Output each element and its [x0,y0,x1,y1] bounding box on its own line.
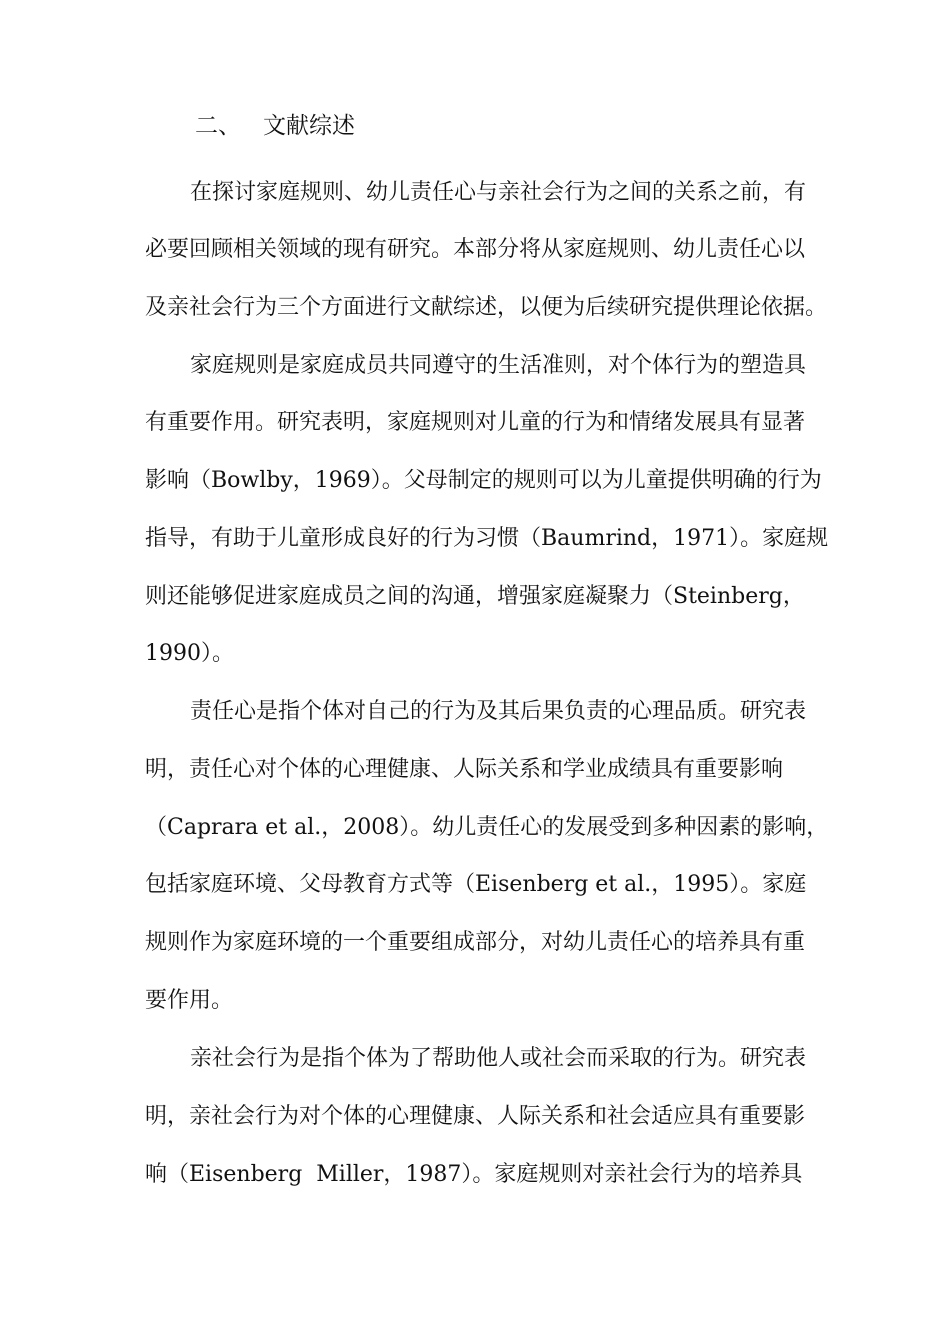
paragraph-4-line-1: 亲社会行为是指个体为了帮助他人或社会而采取的行为。研究表 [190,1046,807,1071]
section-heading [195,108,355,144]
paragraph-4-line-3: 响（Eisenberg Miller，1987）。家庭规则对亲社会行为的培养具 [145,1162,803,1187]
paragraph-1-line-3: 及亲社会行为三个方面进行文献综述，以便为后续研究提供理论依据。 [145,295,828,320]
paragraph-3-line-1: 责任心是指个体对自己的行为及其后果负责的心理品质。研究表 [190,699,807,724]
paragraph-3-line-6: 要作用。 [145,988,234,1013]
section-title: 文献综述 [262,113,355,139]
paragraph-1-line-2: 必要回顾相关领域的现有研究。本部分将从家庭规则、幼儿责任心以 [145,237,806,262]
paragraph-2-line-5: 则还能够促进家庭成员之间的沟通，增强家庭凝聚力（Steinberg， [145,584,805,609]
paragraph-2-line-3: 影响（Bowlby，1969）。父母制定的规则可以为儿童提供明确的行为 [145,468,822,493]
paragraph-3-line-2: 明，责任心对个体的心理健康、人际关系和学业成绩具有重要影响 [145,757,784,782]
section-number: 二、 [195,113,241,139]
paragraph-2-line-6: 1990）。 [145,641,234,666]
paragraph-3-line-4: 包括家庭环境、父母教育方式等（Eisenberg et al.，1995）。家庭 [145,872,807,897]
paragraph-2-line-2: 有重要作用。研究表明，家庭规则对儿童的行为和情绪发展具有显著 [145,410,806,435]
paragraph-2-line-4: 指导，有助于儿童形成良好的行为习惯（Baumrind，1971）。家庭规 [145,526,829,551]
paragraph-3-line-5: 规则作为家庭环境的一个重要组成部分，对幼儿责任心的培养具有重 [145,930,806,955]
paragraph-3-line-3: （Caprara et al.，2008）。幼儿责任心的发展受到多种因素的影响， [145,815,829,840]
paragraph-2-line-1: 家庭规则是家庭成员共同遵守的生活准则，对个体行为的塑造具 [190,353,807,378]
paragraph-4-line-2: 明，亲社会行为对个体的心理健康、人际关系和社会适应具有重要影 [145,1104,806,1129]
paragraph-1-line-1: 在探讨家庭规则、幼儿责任心与亲社会行为之间的关系之前，有 [190,180,807,205]
